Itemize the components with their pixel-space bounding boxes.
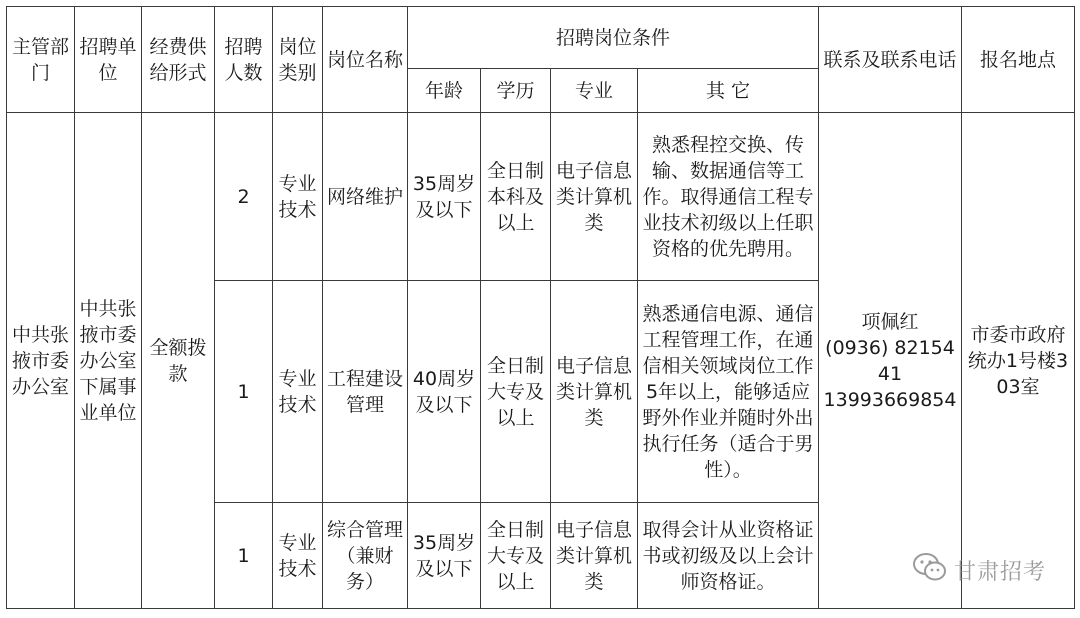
other-cell: 取得会计从业资格证书或初级及以上会计师资格证。 (638, 503, 819, 609)
other-cell: 熟悉通信电源、通信工程管理工作，在通信相关领域岗位工作5年以上，能够适应野外作业并随时外出执行任务（适合于男性）。 (638, 281, 819, 503)
count-cell: 2 (215, 113, 273, 281)
age-cell: 35周岁及以下 (408, 113, 481, 281)
header-conditions: 招聘岗位条件 (408, 7, 819, 69)
contact-mobile: 13993669854 (823, 388, 957, 411)
major-cell: 电子信息类计算机类 (551, 281, 638, 503)
age-cell: 40周岁及以下 (408, 281, 481, 503)
header-count: 招聘人数 (215, 7, 273, 113)
header-education: 学历 (481, 69, 551, 113)
wechat-icon (912, 552, 948, 588)
contact-phone: (0936) 8215441 (825, 336, 955, 385)
major-cell: 电子信息类计算机类 (551, 503, 638, 609)
header-post-type: 岗位类别 (273, 7, 323, 113)
age-cell: 35周岁及以下 (408, 503, 481, 609)
header-contact: 联系及联系电话 (819, 7, 962, 113)
count-cell: 1 (215, 281, 273, 503)
education-cell: 全日制大专及以上 (481, 281, 551, 503)
post-name-cell: 工程建设管理 (323, 281, 408, 503)
post-type-cell: 专业技术 (273, 281, 323, 503)
header-other: 其 它 (638, 69, 819, 113)
watermark-text: 甘肃招考 (953, 559, 1046, 585)
contact-name: 项佩红 (861, 310, 919, 333)
other-cell: 熟悉程控交换、传输、数据通信等工作。取得通信工程专业技术初级以上任职资格的优先聘用。 (638, 113, 819, 281)
location-cell: 市委市政府统办1号楼303室 (962, 113, 1075, 609)
header-age: 年龄 (408, 69, 481, 113)
header-major: 专业 (551, 69, 638, 113)
header-dept: 主管部门 (7, 7, 75, 113)
recruitment-table (6, 6, 1075, 609)
header-post-name: 岗位名称 (323, 7, 408, 113)
education-cell: 全日制本科及以上 (481, 113, 551, 281)
dept-cell: 中共张掖市委办公室 (7, 113, 75, 609)
header-funding: 经费供给形式 (142, 7, 215, 113)
post-name-cell: 网络维护 (323, 113, 408, 281)
table-row (7, 113, 1075, 281)
count-cell: 1 (215, 503, 273, 609)
header-row (7, 7, 1075, 69)
major-cell: 电子信息类计算机类 (551, 113, 638, 281)
header-unit: 招聘单位 (75, 7, 142, 113)
post-type-cell: 专业技术 (273, 503, 323, 609)
post-type-cell: 专业技术 (273, 113, 323, 281)
funding-cell: 全额拨款 (142, 113, 215, 609)
header-location: 报名地点 (962, 7, 1075, 113)
education-cell: 全日制大专及以上 (481, 503, 551, 609)
contact-cell (819, 113, 962, 609)
watermark (912, 552, 1046, 588)
unit-cell: 中共张掖市委办公室下属事业单位 (75, 113, 142, 609)
post-name-cell: 综合管理（兼财务） (323, 503, 408, 609)
